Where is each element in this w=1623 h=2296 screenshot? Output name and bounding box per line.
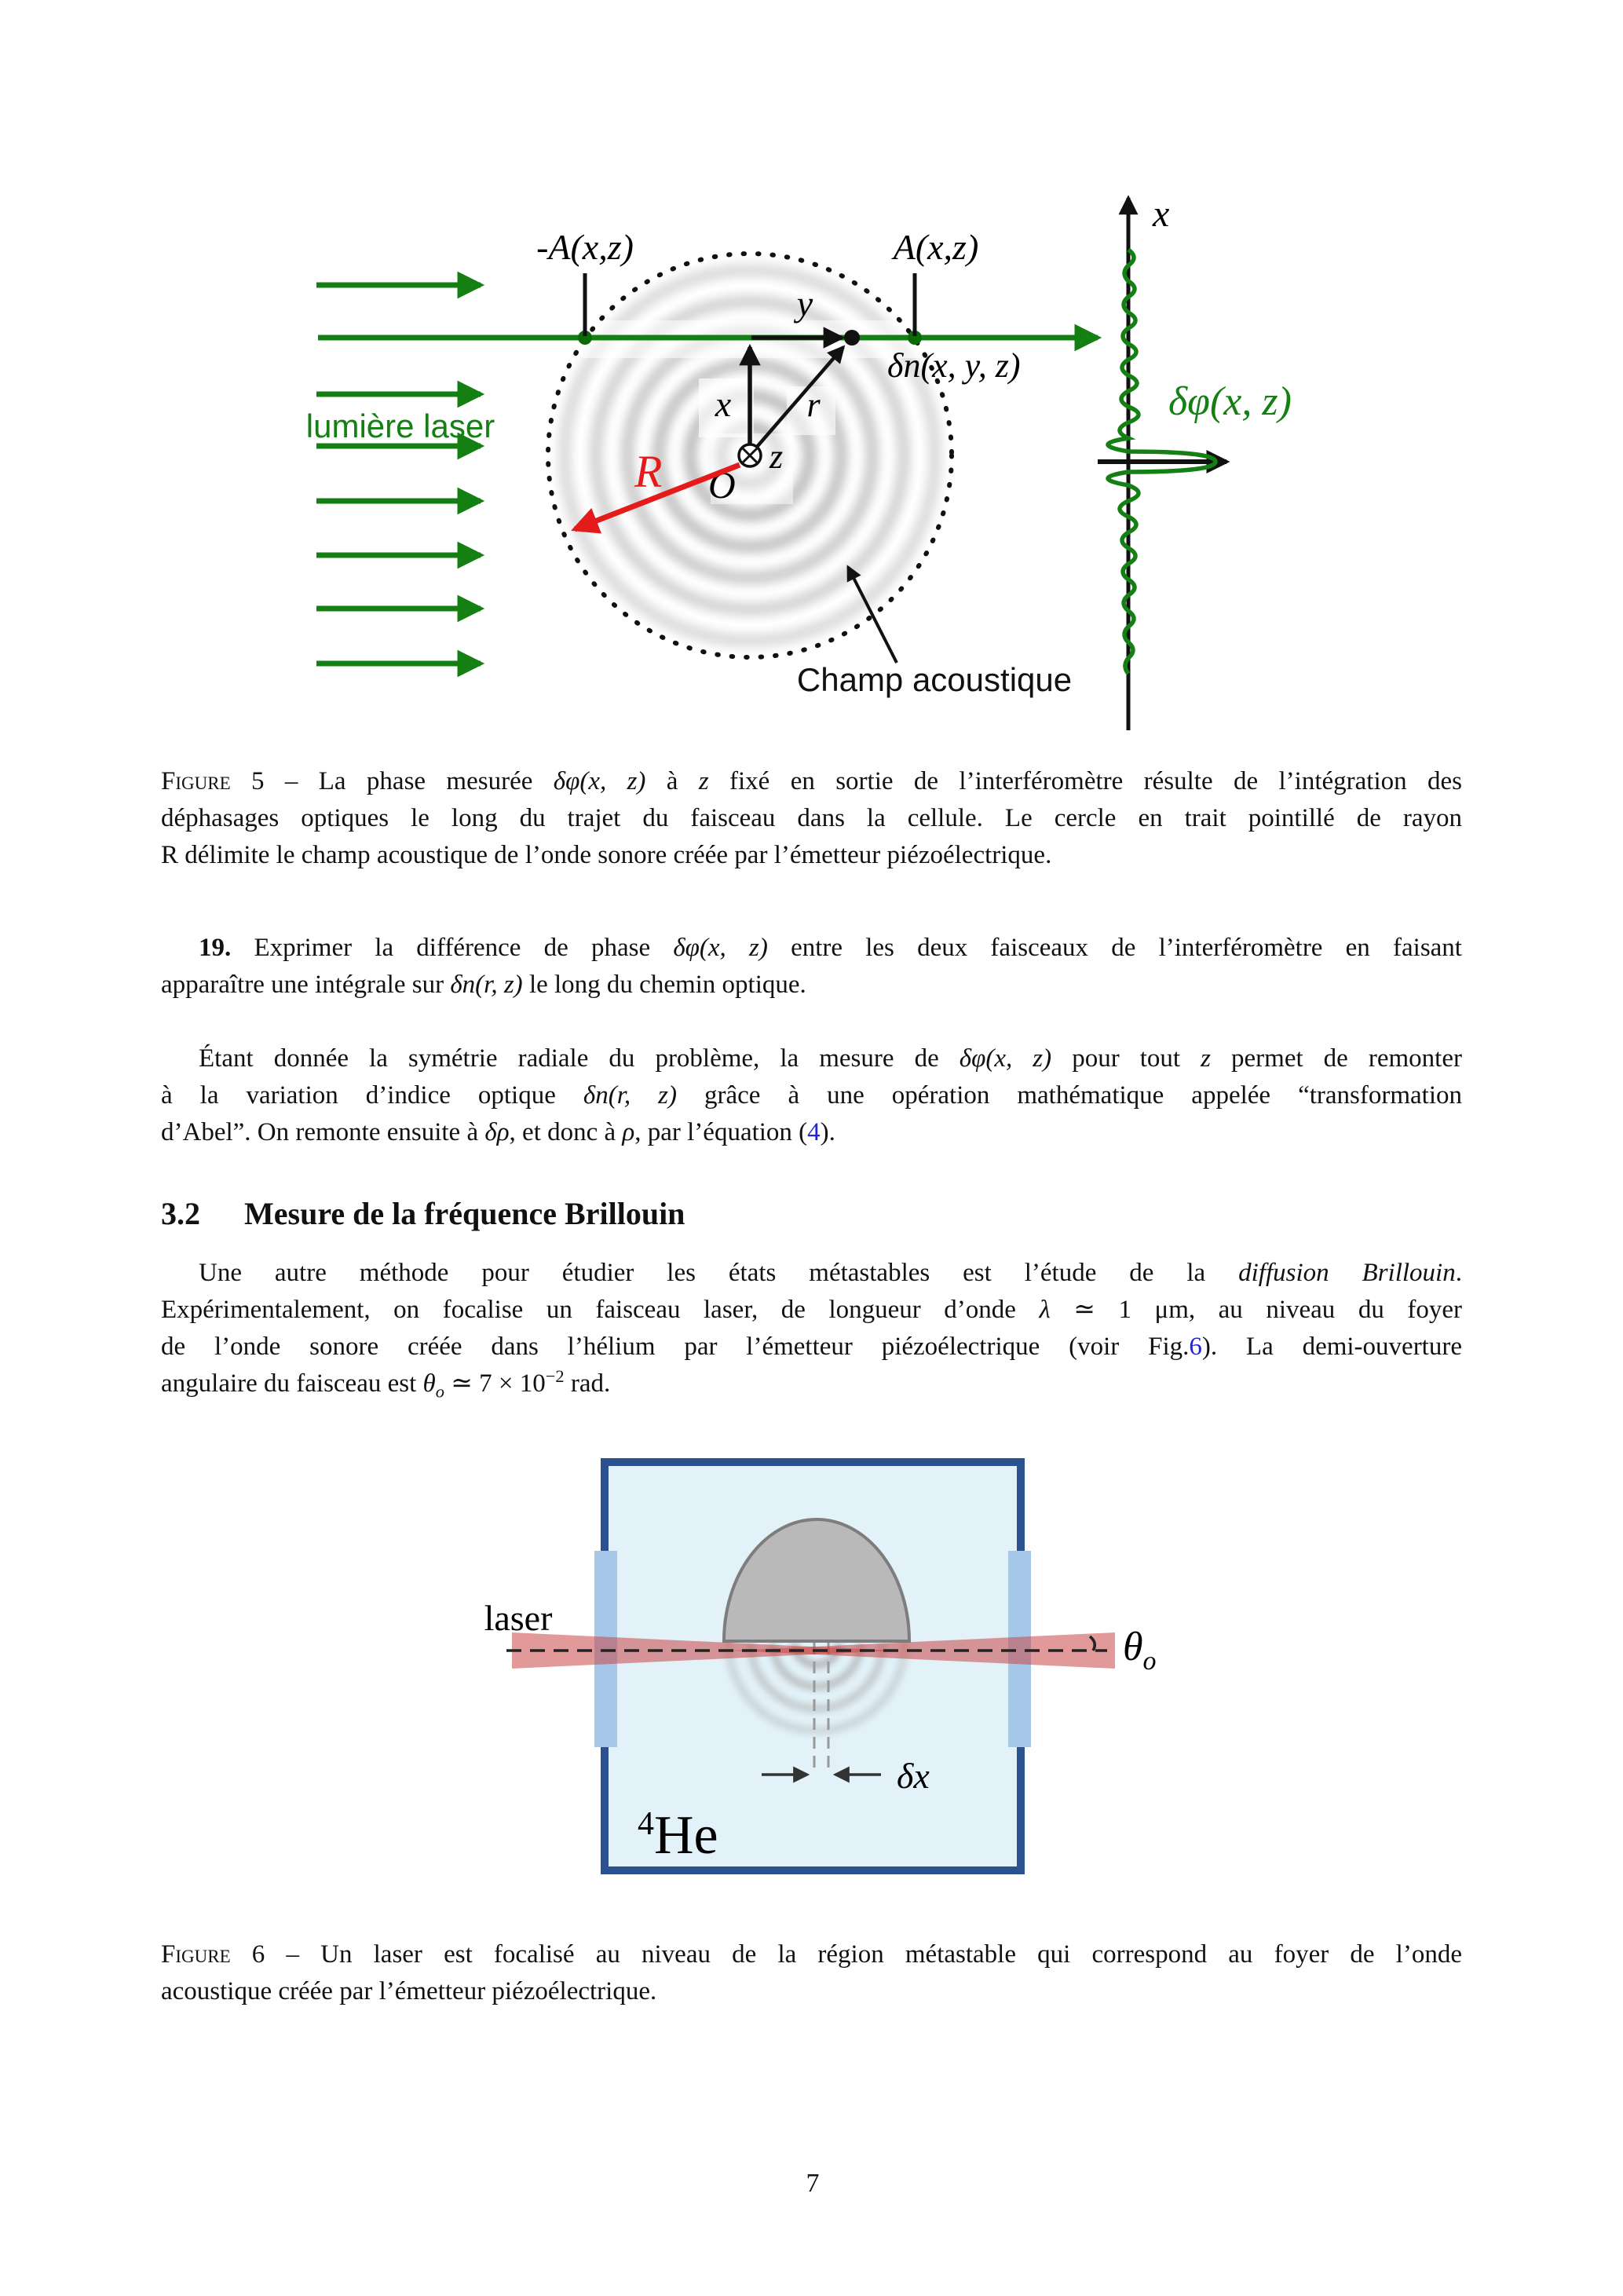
minus-a-label: -A(x,z) (536, 227, 634, 267)
x-inner-label: x (715, 384, 732, 424)
laser-label: laser (484, 1598, 553, 1638)
abel-line1: Étant donnée la symétrie radiale du problème, la mesure de δφ(x, z) pour tout z permet de remonter (199, 1044, 1462, 1073)
radius-label: R (634, 446, 663, 497)
section-number: 3.2 (161, 1196, 200, 1231)
page-number: 7 (806, 2169, 820, 2198)
dn-point-dot (844, 330, 860, 345)
question19-line1: 19. Exprimer la différence de phase δφ(x, z) entre les deux faisceaux de l’interféromètre en faisant (199, 934, 1462, 962)
helium-4-label: $^4$He (638, 1805, 718, 1866)
origin-label: O (708, 465, 736, 506)
caption5-line3: R délimite le champ acoustique de l’onde sonore créée par l’émetteur piézoélectrique. (161, 841, 1052, 869)
figure5-diagram (259, 181, 1358, 754)
brillouin-line4: angulaire du faisceau est $\theta_o$ ≃ $7 \times 10^{-2}$ rad. (161, 1366, 611, 1402)
brillouin-line1: Une autre méthode pour étudier les états métastables est l’étude de la diffusion Brillouin. (199, 1259, 1462, 1287)
dn-label: δn(x, y, z) (887, 346, 1021, 385)
caption6-line2: acoustique créée par l’émetteur piézoélectrique. (161, 1977, 657, 2005)
caption5-line1: Figure 5 – La phase mesurée δφ(x, z) à z fixé en sortie de l’interféromètre résulte de l’intégration des (161, 767, 1462, 795)
equation-4-ref-link[interactable]: 4 (807, 1118, 821, 1146)
caption5-line2: déphasages optiques le long du trajet du faisceau dans la cellule. Le cercle en trait pointillé de rayon (161, 804, 1462, 832)
z-label: z (769, 437, 784, 476)
section-title: Mesure de la fréquence Brillouin (244, 1196, 685, 1231)
figure-6-ref-link[interactable]: 6 (1189, 1333, 1202, 1361)
figure6-diagram (432, 1437, 1201, 1892)
abel-line3: d’Abel”. On remonte ensuite à δρ, et donc à ρ, par l’équation (4). (161, 1118, 835, 1146)
figure5-caption (161, 763, 1462, 874)
question-19 (161, 930, 1462, 1004)
brillouin-line3: de l’onde sonore créée dans l’hélium par l’émetteur piézoélectrique (voir Fig.6). La demi-ouverture (161, 1333, 1462, 1361)
question19-line2: apparaître une intégrale sur δn(r, z) le long du chemin optique. (161, 971, 806, 999)
laser-source-label: lumière laser (305, 408, 495, 444)
acoustic-field-label: Champ acoustique (796, 661, 1073, 698)
section-heading (161, 1195, 685, 1232)
paragraph-brillouin (161, 1255, 1462, 1402)
y-label: y (796, 283, 813, 324)
origin-z-axis-symbol (739, 444, 761, 466)
delta-x-label: δx (897, 1756, 930, 1796)
figure6-caption (161, 1936, 1462, 2010)
plus-a-label: A(x,z) (893, 227, 979, 267)
r-label: r (806, 386, 821, 424)
brillouin-line2: Expérimentalement, on focalise un faisceau laser, de longueur d’onde λ ≃ 1 μm, au niveau du foyer (161, 1296, 1463, 1324)
theta-o-label: $\theta_o$ (1123, 1625, 1157, 1676)
paragraph-abel (161, 1040, 1462, 1151)
abel-line2: à la variation d’indice optique δn(r, z) grâce à une opération mathématique appelée “transformation (161, 1081, 1462, 1110)
caption6-line1: Figure 6 – Un laser est focalisé au niveau de la région métastable qui correspond au foyer de l’onde (161, 1940, 1462, 1969)
phase-label: δφ(x, z) (1168, 379, 1292, 424)
phase-plot-axis-label: x (1153, 193, 1170, 235)
